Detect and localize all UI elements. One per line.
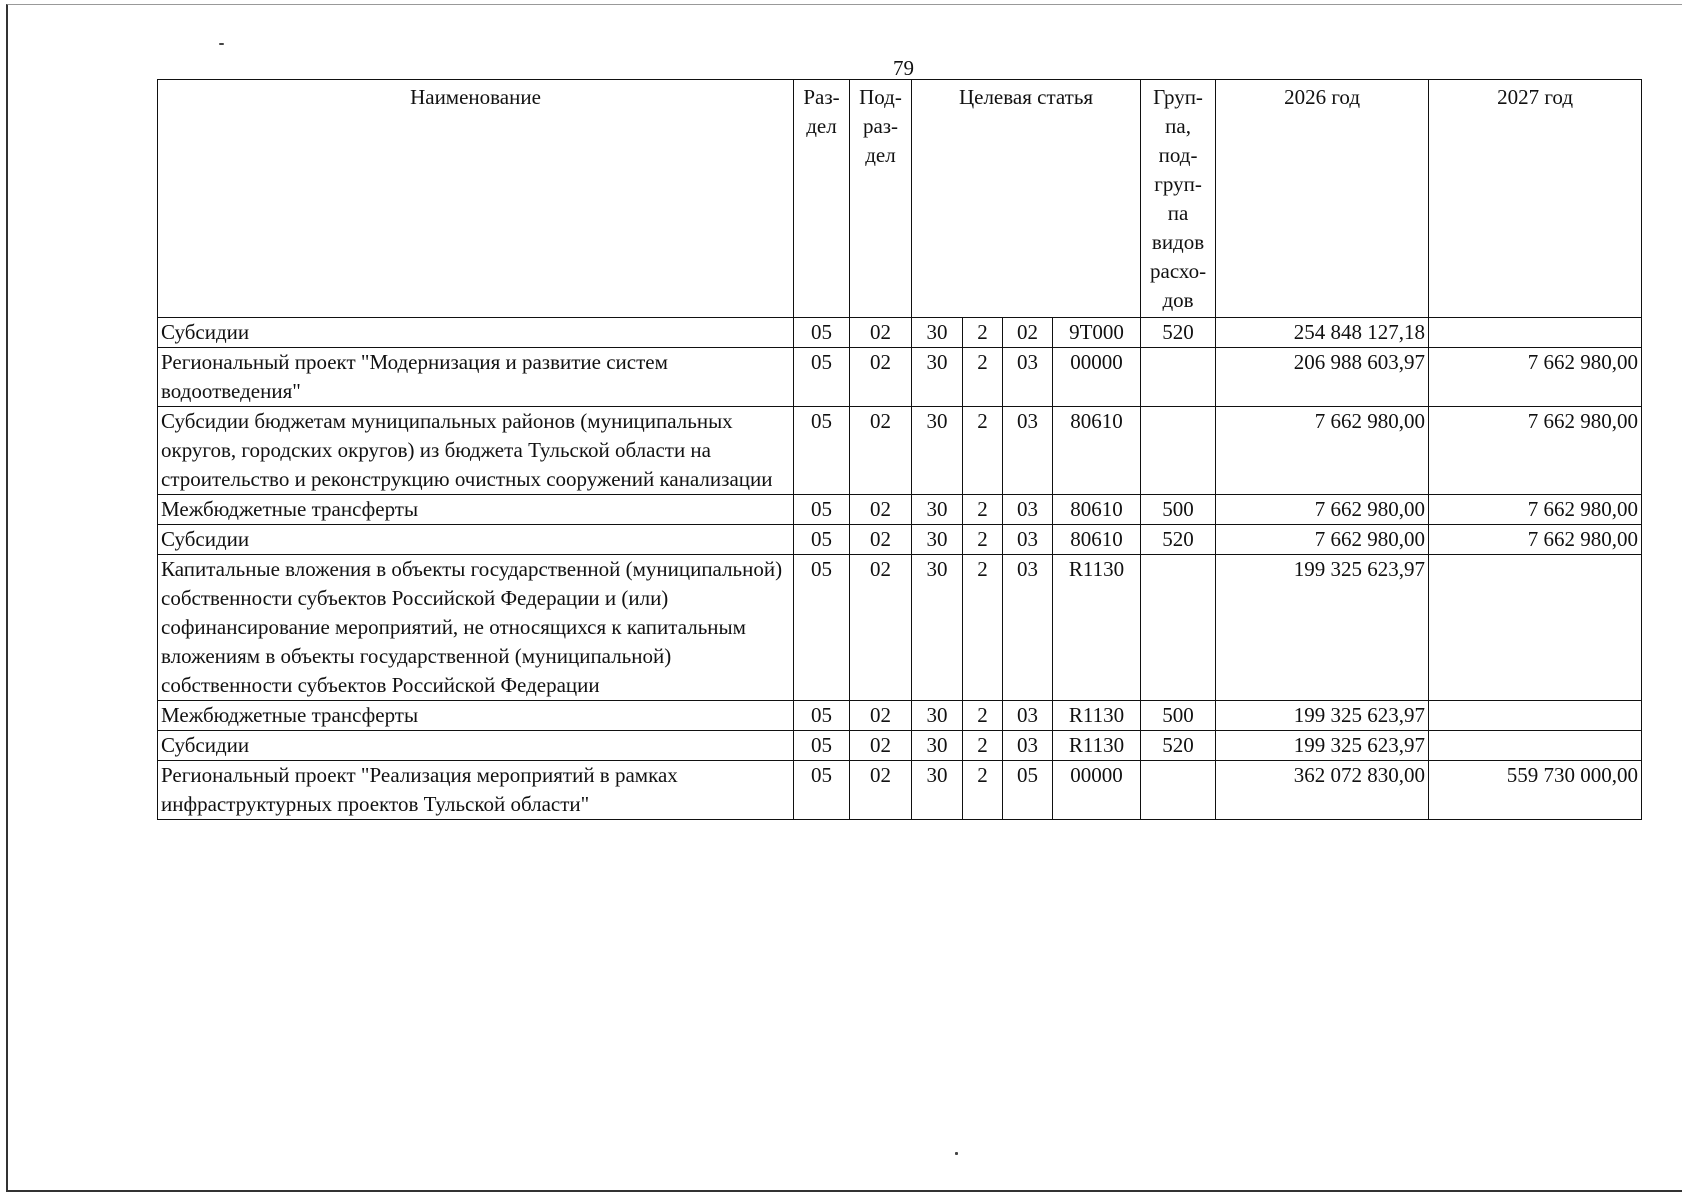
table-row — [158, 525, 1642, 555]
row-target-structure: 03 — [1003, 407, 1053, 495]
table-row — [158, 761, 1642, 820]
row-name: Субсидии — [158, 731, 794, 761]
table-row — [158, 318, 1642, 348]
header-2026: 2026 год — [1216, 80, 1429, 318]
header-target: Целевая статья — [912, 80, 1141, 318]
row-section: 05 — [794, 731, 850, 761]
header-name: Наименование — [158, 80, 794, 318]
row-section: 05 — [794, 348, 850, 407]
row-target-direction: R1130 — [1053, 701, 1141, 731]
table-row — [158, 348, 1642, 407]
row-amount-2026: 7 662 980,00 — [1216, 495, 1429, 525]
row-target-type: 2 — [963, 348, 1003, 407]
row-target-structure: 03 — [1003, 348, 1053, 407]
row-target-direction: 00000 — [1053, 761, 1141, 820]
header-row — [158, 80, 1642, 318]
row-amount-2027: 7 662 980,00 — [1429, 407, 1642, 495]
row-name: Субсидии — [158, 525, 794, 555]
row-amount-2026: 7 662 980,00 — [1216, 525, 1429, 555]
row-group — [1141, 555, 1216, 701]
row-amount-2026: 254 848 127,18 — [1216, 318, 1429, 348]
header-section — [794, 80, 850, 318]
row-name: Региональный проект "Модернизация и развитие систем водоотведения" — [158, 348, 794, 407]
row-target-structure: 02 — [1003, 318, 1053, 348]
page-number: 79 — [893, 56, 914, 80]
row-section: 05 — [794, 761, 850, 820]
row-amount-2026: 199 325 623,97 — [1216, 701, 1429, 731]
header-group-line: па, — [1165, 114, 1191, 138]
header-group-line: груп- — [1154, 172, 1202, 196]
row-target-structure: 05 — [1003, 761, 1053, 820]
row-target-structure: 03 — [1003, 525, 1053, 555]
row-subsection: 02 — [850, 318, 912, 348]
row-amount-2027: 559 730 000,00 — [1429, 761, 1642, 820]
row-amount-2027 — [1429, 701, 1642, 731]
header-section-line: дел — [806, 114, 837, 138]
scan-speck — [219, 43, 224, 45]
row-group — [1141, 407, 1216, 495]
row-group: 520 — [1141, 318, 1216, 348]
row-target-program: 30 — [912, 761, 963, 820]
header-group-line: под- — [1158, 143, 1198, 167]
row-amount-2026: 199 325 623,97 — [1216, 731, 1429, 761]
header-section-line: Раз- — [803, 85, 840, 109]
row-subsection: 02 — [850, 761, 912, 820]
row-target-type: 2 — [963, 761, 1003, 820]
row-subsection: 02 — [850, 701, 912, 731]
row-group: 500 — [1141, 701, 1216, 731]
header-group-line: па — [1167, 201, 1189, 225]
table-row — [158, 701, 1642, 731]
row-subsection: 02 — [850, 495, 912, 525]
row-target-program: 30 — [912, 348, 963, 407]
row-group — [1141, 348, 1216, 407]
row-target-program: 30 — [912, 495, 963, 525]
row-name: Межбюджетные трансферты — [158, 701, 794, 731]
row-target-direction: R1130 — [1053, 555, 1141, 701]
row-target-direction: 00000 — [1053, 348, 1141, 407]
row-target-type: 2 — [963, 555, 1003, 701]
row-target-direction: 80610 — [1053, 407, 1141, 495]
row-amount-2027 — [1429, 555, 1642, 701]
budget-table — [157, 79, 1642, 820]
row-target-structure: 03 — [1003, 731, 1053, 761]
row-group — [1141, 761, 1216, 820]
row-section: 05 — [794, 525, 850, 555]
row-group: 500 — [1141, 495, 1216, 525]
row-subsection: 02 — [850, 731, 912, 761]
row-subsection: 02 — [850, 407, 912, 495]
table-row — [158, 731, 1642, 761]
row-amount-2027 — [1429, 731, 1642, 761]
row-amount-2027: 7 662 980,00 — [1429, 348, 1642, 407]
scan-speck — [955, 1152, 958, 1155]
header-2027: 2027 год — [1429, 80, 1642, 318]
row-name: Субсидии бюджетам муниципальных районов (муниципальных округов, городских округов) из бюджета Тульской области на строительство и реконструкцию очистных сооружений канализации — [158, 407, 794, 495]
row-target-direction: R1130 — [1053, 731, 1141, 761]
row-target-type: 2 — [963, 318, 1003, 348]
row-group: 520 — [1141, 731, 1216, 761]
table-row — [158, 407, 1642, 495]
row-amount-2027: 7 662 980,00 — [1429, 525, 1642, 555]
row-target-program: 30 — [912, 555, 963, 701]
row-target-structure: 03 — [1003, 495, 1053, 525]
row-amount-2026: 7 662 980,00 — [1216, 407, 1429, 495]
row-target-program: 30 — [912, 701, 963, 731]
row-amount-2026: 206 988 603,97 — [1216, 348, 1429, 407]
row-target-program: 30 — [912, 525, 963, 555]
row-amount-2026: 199 325 623,97 — [1216, 555, 1429, 701]
row-section: 05 — [794, 701, 850, 731]
row-section: 05 — [794, 318, 850, 348]
row-section: 05 — [794, 555, 850, 701]
header-group-line: видов — [1151, 230, 1205, 254]
row-target-direction: 9Т000 — [1053, 318, 1141, 348]
header-subsection-line: Под- — [859, 85, 902, 109]
row-name: Субсидии — [158, 318, 794, 348]
row-name: Региональный проект "Реализация мероприятий в рамках инфраструктурных проектов Тульской области" — [158, 761, 794, 820]
row-target-type: 2 — [963, 525, 1003, 555]
header-group-line: дов — [1162, 288, 1194, 312]
header-subsection-line: дел — [865, 143, 896, 167]
row-group: 520 — [1141, 525, 1216, 555]
header-subsection — [850, 80, 912, 318]
row-target-program: 30 — [912, 731, 963, 761]
row-target-direction: 80610 — [1053, 525, 1141, 555]
row-subsection: 02 — [850, 555, 912, 701]
row-amount-2027: 7 662 980,00 — [1429, 495, 1642, 525]
header-group-line: Груп- — [1153, 85, 1203, 109]
header-group-line: расхо- — [1150, 259, 1207, 283]
row-target-direction: 80610 — [1053, 495, 1141, 525]
row-target-type: 2 — [963, 407, 1003, 495]
row-target-type: 2 — [963, 701, 1003, 731]
row-target-structure: 03 — [1003, 555, 1053, 701]
row-target-program: 30 — [912, 318, 963, 348]
row-target-type: 2 — [963, 495, 1003, 525]
row-section: 05 — [794, 495, 850, 525]
row-amount-2027 — [1429, 318, 1642, 348]
row-subsection: 02 — [850, 348, 912, 407]
table-row — [158, 495, 1642, 525]
header-subsection-line: раз- — [862, 114, 899, 138]
row-name: Капитальные вложения в объекты государственной (муниципальной) собственности субъектов Российской Федерации и (или) софинансирование мероприятий, не относящихся к капитальным вложениям в объекты государственной (муниципальной) собственности субъектов Российской Федерации — [158, 555, 794, 701]
row-target-structure: 03 — [1003, 701, 1053, 731]
row-target-program: 30 — [912, 407, 963, 495]
row-target-type: 2 — [963, 731, 1003, 761]
row-amount-2026: 362 072 830,00 — [1216, 761, 1429, 820]
table-row — [158, 555, 1642, 701]
row-name: Межбюджетные трансферты — [158, 495, 794, 525]
row-section: 05 — [794, 407, 850, 495]
row-subsection: 02 — [850, 525, 912, 555]
header-group — [1141, 80, 1216, 318]
